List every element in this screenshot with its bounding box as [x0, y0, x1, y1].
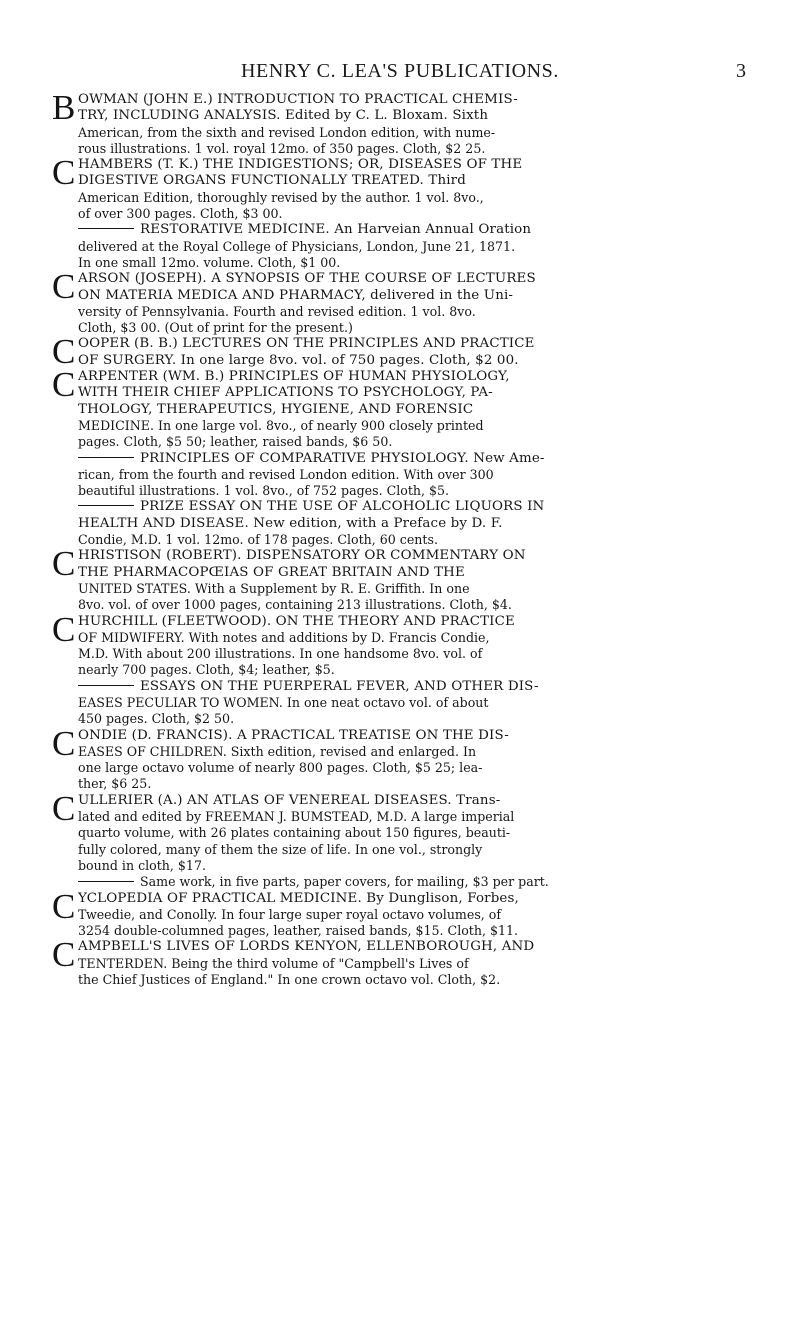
- catalog-subentry: [52, 679, 758, 728]
- catalog-entry: [52, 723, 758, 793]
- entry-line: EASES PECULIAR TO WOMEN. In one neat octavo vol. of about: [78, 694, 489, 710]
- entry-line: bound in cloth, $17.: [78, 857, 206, 873]
- entry-line: 3254 double-columned pages, leather, raised bands, $15. Cloth, $11.: [78, 923, 519, 939]
- catalog-entry: [52, 88, 758, 157]
- entry-line: ONDIE (D. FRANCIS). A PRACTICAL TREATISE ON THE DIS-: [78, 727, 509, 743]
- entry-line: AMPBELL'S LIVES OF LORDS KENYON, ELLENBOROUGH, AND: [78, 939, 535, 955]
- drop-initial: C: [52, 332, 76, 372]
- entry-line: ON MATERIA MEDICA AND PHARMACY, delivered in the Uni-: [78, 287, 514, 303]
- entry-line: American Edition, thoroughly revised by the author. 1 vol. 8vo.,: [78, 189, 484, 205]
- entry-line: nearly 700 pages. Cloth, $4; leather, $5.: [78, 662, 335, 678]
- entry-line: MEDICINE. In one large vol. 8vo., of nearly 900 closely printed: [78, 417, 484, 433]
- catalog-entry: [52, 153, 758, 222]
- entry-line: HURCHILL (FLEETWOOD). ON THE THEORY AND PRACTICE: [78, 613, 515, 629]
- entry-line: ARPENTER (WM. B.) PRINCIPLES OF HUMAN PHYSIOLOGY,: [78, 369, 510, 385]
- entry-line: THE PHARMACOPŒIAS OF GREAT BRITAIN AND THE: [78, 564, 465, 580]
- catalog-subentry: [52, 451, 758, 500]
- entry-line: HEALTH AND DISEASE. New edition, with a Preface by D. F.: [78, 515, 503, 531]
- catalog-subentry: [52, 874, 758, 890]
- drop-initial: C: [52, 153, 76, 193]
- entry-line: In one small 12mo. volume. Cloth, $1 00.: [78, 254, 341, 270]
- entry-line: rican, from the fourth and revised London edition. With over 300: [78, 466, 494, 482]
- catalog-subentry: [52, 222, 758, 271]
- entry-line: UNITED STATES. With a Supplement by R. E. Griffith. In one: [78, 580, 470, 596]
- entry-line: M.D. With about 200 illustrations. In one handsome 8vo. vol. of: [78, 646, 483, 662]
- entry-line: THOLOGY, THERAPEUTICS, HYGIENE, AND FORENSIC: [78, 401, 474, 417]
- entry-line: Tweedie, and Conolly. In four large super royal octavo volumes, of: [78, 906, 502, 922]
- ditto-rule: [78, 881, 134, 882]
- entry-line: lated and edited by FREEMAN J. BUMSTEAD, M.D. A large imperial: [78, 809, 515, 825]
- drop-initial: C: [52, 935, 76, 975]
- drop-initial: C: [52, 609, 76, 649]
- entry-line: the Chief Justices of England." In one crown octavo vol. Cloth, $2.: [78, 972, 501, 988]
- entry-line: rous illustrations. 1 vol. royal 12mo. of 350 pages. Cloth, $2 25.: [78, 140, 486, 156]
- entry-line: delivered at the Royal College of Physicians, London, June 21, 1871.: [78, 238, 516, 254]
- entry-line: American, from the sixth and revised London edition, with nume-: [78, 124, 496, 140]
- ditto-rule: [78, 457, 134, 458]
- entry-line: OF MIDWIFERY. With notes and additions by D. Francis Condie,: [78, 629, 490, 645]
- entry-line: quarto volume, with 26 plates containing about 150 figures, beauti-: [78, 825, 511, 841]
- entry-line: ther, $6 25.: [78, 776, 152, 792]
- entry-line: RESTORATIVE MEDICINE. An Harveian Annual Oration: [52, 222, 758, 238]
- entry-line: ARSON (JOSEPH). A SYNOPSIS OF THE COURSE OF LECTURES: [78, 271, 536, 287]
- entry-line: of over 300 pages. Cloth, $3 00.: [78, 206, 283, 222]
- entry-line: TRY, INCLUDING ANALYSIS. Edited by C. L. Bloxam. Sixth: [78, 108, 489, 124]
- entry-line: 450 pages. Cloth, $2 50.: [78, 711, 235, 727]
- running-header: [0, 60, 800, 86]
- entry-line: beautiful illustrations. 1 vol. 8vo., of 752 pages. Cloth, $5.: [78, 483, 450, 499]
- drop-initial: C: [52, 788, 76, 828]
- catalog-entry: [52, 886, 758, 940]
- catalog-entry: [52, 544, 758, 613]
- entry-line: ULLERIER (A.) AN ATLAS OF VENEREAL DISEASES. Trans-: [78, 792, 501, 808]
- drop-initial: C: [52, 544, 76, 584]
- ditto-rule: [78, 505, 134, 506]
- drop-initial: C: [52, 723, 76, 763]
- catalog-entry: [52, 788, 758, 874]
- header-title: HENRY C. LEA'S PUBLICATIONS.: [240, 60, 560, 82]
- catalog-entry: [52, 935, 758, 988]
- catalog-entry: [52, 332, 758, 372]
- entry-line: Same work, in five parts, paper covers, for mailing, $3 per part.: [52, 874, 758, 890]
- entry-line: HRISTISON (ROBERT). DISPENSATORY OR COMMENTARY ON: [78, 548, 526, 564]
- catalog-entry: [52, 609, 758, 679]
- entry-line: ESSAYS ON THE PUERPERAL FEVER, AND OTHER DIS-: [52, 679, 758, 695]
- page-number: 3: [736, 60, 746, 82]
- ditto-rule: [78, 685, 134, 686]
- entry-line: YCLOPEDIA OF PRACTICAL MEDICINE. By Dunglison, Forbes,: [78, 890, 519, 906]
- entry-line: fully colored, many of them the size of life. In one vol., strongly: [78, 841, 483, 857]
- catalog-entry: [52, 267, 758, 336]
- entry-line: Condie, M.D. 1 vol. 12mo. of 178 pages. Cloth, 60 cents.: [78, 532, 438, 548]
- drop-initial: B: [52, 88, 76, 127]
- entry-line: HAMBERS (T. K.) THE INDIGESTIONS; OR, DISEASES OF THE: [78, 157, 523, 173]
- entry-line: versity of Pennsylvania. Fourth and revised edition. 1 vol. 8vo.: [78, 303, 476, 319]
- entry-line: OF SURGERY. In one large 8vo. vol. of 750 pages. Cloth, $2 00.: [78, 352, 519, 368]
- ditto-rule: [78, 228, 134, 229]
- entry-line: Cloth, $3 00. (Out of print for the present.): [78, 320, 353, 336]
- drop-initial: C: [52, 886, 76, 926]
- entry-line: DIGESTIVE ORGANS FUNCTIONALLY TREATED. Third: [78, 173, 466, 189]
- entry-line: pages. Cloth, $5 50; leather, raised bands, $6 50.: [78, 434, 393, 450]
- catalog-entry: [52, 365, 758, 450]
- entry-line: PRINCIPLES OF COMPARATIVE PHYSIOLOGY. New Ame-: [52, 451, 758, 467]
- entry-line: OWMAN (JOHN E.) INTRODUCTION TO PRACTICAL CHEMIS-: [78, 92, 518, 107]
- entry-line: WITH THEIR CHIEF APPLICATIONS TO PSYCHOLOGY, PA-: [78, 385, 493, 401]
- entry-line: 8vo. vol. of over 1000 pages, containing 213 illustrations. Cloth, $4.: [78, 597, 512, 613]
- drop-initial: C: [52, 365, 76, 405]
- catalog-subentry: [52, 499, 758, 548]
- entry-line: EASES OF CHILDREN. Sixth edition, revised and enlarged. In: [78, 743, 477, 759]
- entry-line: one large octavo volume of nearly 800 pages. Cloth, $5 25; lea-: [78, 760, 483, 776]
- entry-line: PRIZE ESSAY ON THE USE OF ALCOHOLIC LIQUORS IN: [52, 499, 758, 515]
- entry-line: OOPER (B. B.) LECTURES ON THE PRINCIPLES AND PRACTICE: [78, 336, 535, 352]
- entry-line: TENTERDEN. Being the third volume of "Campbell's Lives of: [78, 955, 469, 971]
- catalog-entries: [52, 88, 758, 988]
- drop-initial: C: [52, 267, 76, 307]
